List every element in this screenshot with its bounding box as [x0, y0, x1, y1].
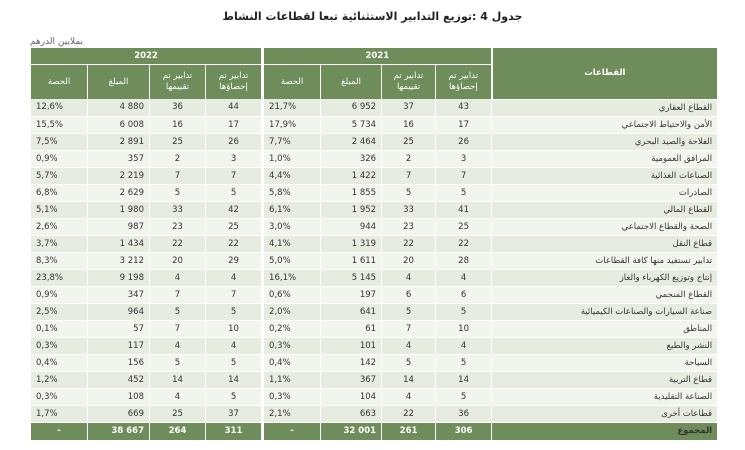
table-row	[31, 371, 718, 388]
table-row	[31, 167, 718, 184]
share-2022-cell: 7,5%	[31, 133, 88, 150]
table-row	[31, 405, 718, 422]
counted-2022-cell: 17	[206, 116, 263, 133]
sector-name-cell: المرافق العمومية	[492, 150, 718, 167]
sector-name-cell: تدابير تستفيد منها كافة القطاعات	[492, 252, 718, 269]
table-row	[31, 99, 718, 116]
amount-2022-cell: 347	[88, 286, 150, 303]
counted-2022-cell: 29	[206, 252, 263, 269]
counted-2022-cell: 14	[206, 371, 263, 388]
amount-2022-cell: 156	[88, 354, 150, 371]
assessed-2021-cell: 14	[382, 371, 436, 388]
share-2022-cell: 5,1%	[31, 201, 88, 218]
counted-2021-cell: 22	[436, 235, 492, 252]
assessed-2021-cell: 37	[382, 99, 436, 116]
table-body	[31, 99, 718, 422]
share-2022-cell: 15,5%	[31, 116, 88, 133]
total-counted-2021: 306	[436, 422, 492, 440]
year-2022-header: 2022	[31, 48, 263, 65]
counted-2021-cell: 28	[436, 252, 492, 269]
share-2021-cell: 16,1%	[263, 269, 321, 286]
assessed-2021-cell: 22	[382, 235, 436, 252]
share-2021-cell: 17,9%	[263, 116, 321, 133]
assessed-2022-cell: 5	[150, 354, 206, 371]
amount-2022-cell: 4 880	[88, 99, 150, 116]
share-2022-header: الحصة	[31, 65, 88, 100]
counted-2022-cell: 26	[206, 133, 263, 150]
total-amount-2021: 32 001	[321, 422, 382, 440]
assessed-2021-cell: 22	[382, 405, 436, 422]
sector-name-cell: الصناعة التقليدية	[492, 388, 718, 405]
counted-2022-cell: 44	[206, 99, 263, 116]
assessed-2022-cell: 7	[150, 286, 206, 303]
amount-2021-cell: 326	[321, 150, 382, 167]
sector-name-cell: القطاع المنجمي	[492, 286, 718, 303]
share-2022-cell: 0,9%	[31, 286, 88, 303]
amount-2021-cell: 6 952	[321, 99, 382, 116]
year-header-row	[31, 48, 718, 65]
counted-2021-cell: 36	[436, 405, 492, 422]
counted-2021-cell: 4	[436, 337, 492, 354]
year-2021-header: 2021	[263, 48, 492, 65]
counted-2021-cell: 5	[436, 388, 492, 405]
amount-2021-cell: 1 319	[321, 235, 382, 252]
assessed-2021-cell: 4	[382, 337, 436, 354]
counted-2022-cell: 7	[206, 167, 263, 184]
share-2021-cell: 0,2%	[263, 320, 321, 337]
counted-2021-cell: 41	[436, 201, 492, 218]
share-2021-cell: 7,7%	[263, 133, 321, 150]
assessed-2022-cell: 33	[150, 201, 206, 218]
counted-2022-cell: 5	[206, 184, 263, 201]
total-share-2022: -	[31, 422, 88, 440]
amount-2022-cell: 669	[88, 405, 150, 422]
share-2021-cell: 0,6%	[263, 286, 321, 303]
share-2022-cell: 0,3%	[31, 388, 88, 405]
share-2022-cell: 0,3%	[31, 337, 88, 354]
assessed-2021-cell: 20	[382, 252, 436, 269]
sector-name-cell: القطاع المالي	[492, 201, 718, 218]
total-share-2021: -	[263, 422, 321, 440]
counted-2022-cell: 37	[206, 405, 263, 422]
table-row	[31, 150, 718, 167]
share-2021-cell: 3,0%	[263, 218, 321, 235]
sector-name-cell: الصناعات الغذائية	[492, 167, 718, 184]
sector-name-cell: الفلاحة والصيد البحري	[492, 133, 718, 150]
table-row	[31, 184, 718, 201]
share-2021-cell: 4,1%	[263, 235, 321, 252]
share-2021-cell: 1,1%	[263, 371, 321, 388]
assessed-2022-cell: 4	[150, 388, 206, 405]
counted-2021-cell: 26	[436, 133, 492, 150]
sector-name-cell: قطاعات أخرى	[492, 405, 718, 422]
assessed-2021-cell: 5	[382, 184, 436, 201]
share-2021-header: الحصة	[263, 65, 321, 100]
amount-2022-cell: 6 008	[88, 116, 150, 133]
amount-2021-cell: 663	[321, 405, 382, 422]
table-row	[31, 252, 718, 269]
amount-2021-cell: 367	[321, 371, 382, 388]
share-2021-cell: 5,0%	[263, 252, 321, 269]
share-2022-cell: 0,4%	[31, 354, 88, 371]
assessed-2021-cell: 5	[382, 354, 436, 371]
counted-2021-cell: 4	[436, 269, 492, 286]
counted-2021-cell: 5	[436, 354, 492, 371]
measures-table	[30, 48, 718, 440]
amount-2022-cell: 108	[88, 388, 150, 405]
amount-2022-cell: 9 198	[88, 269, 150, 286]
amount-2021-cell: 104	[321, 388, 382, 405]
amount-2021-cell: 61	[321, 320, 382, 337]
amount-2022-cell: 2 629	[88, 184, 150, 201]
share-2021-cell: 6,1%	[263, 201, 321, 218]
share-2022-cell: 1,2%	[31, 371, 88, 388]
assessed-2022-cell: 23	[150, 218, 206, 235]
share-2022-cell: 5,7%	[31, 167, 88, 184]
amount-2022-cell: 452	[88, 371, 150, 388]
sector-name-cell: القطاع العقاري	[492, 99, 718, 116]
unit-label: بملايين الدرهم	[30, 37, 84, 47]
amount-2022-cell: 2 219	[88, 167, 150, 184]
amount-2021-cell: 944	[321, 218, 382, 235]
assessed-2021-cell: 6	[382, 286, 436, 303]
sector-name-cell: الصادرات	[492, 184, 718, 201]
sector-name-cell: قطاع التربية	[492, 371, 718, 388]
share-2022-cell: 3,7%	[31, 235, 88, 252]
counted-2021-cell: 3	[436, 150, 492, 167]
assessed-2022-cell: 25	[150, 405, 206, 422]
assessed-2021-cell: 4	[382, 269, 436, 286]
share-2021-cell: 1,0%	[263, 150, 321, 167]
assessed-2022-cell: 2	[150, 150, 206, 167]
amount-2022-cell: 964	[88, 303, 150, 320]
assessed-2021-cell: 2	[382, 150, 436, 167]
assessed-2022-cell: 22	[150, 235, 206, 252]
assessed-2022-cell: 14	[150, 371, 206, 388]
total-label: المجموع	[492, 422, 718, 440]
table-row	[31, 116, 718, 133]
share-2022-cell: 0,9%	[31, 150, 88, 167]
assessed-2022-cell: 20	[150, 252, 206, 269]
counted-2022-cell: 4	[206, 269, 263, 286]
counted-2022-cell: 4	[206, 337, 263, 354]
sector-name-cell: إنتاج وتوزيع الكهرباء والغاز	[492, 269, 718, 286]
share-2021-cell: 2,1%	[263, 405, 321, 422]
share-2022-cell: 2,5%	[31, 303, 88, 320]
amount-2022-cell: 987	[88, 218, 150, 235]
counted-2022-cell: 7	[206, 286, 263, 303]
clipped-heading-above	[0, 0, 745, 2]
assessed-2021-cell: 5	[382, 303, 436, 320]
sector-name-cell: النشر والطبع	[492, 337, 718, 354]
table-row	[31, 201, 718, 218]
assessed-2021-cell: 7	[382, 320, 436, 337]
counted-2021-cell: 10	[436, 320, 492, 337]
share-2022-cell: 2,6%	[31, 218, 88, 235]
amount-2021-cell: 197	[321, 286, 382, 303]
table-row	[31, 235, 718, 252]
counted-2022-cell: 10	[206, 320, 263, 337]
amount-2021-header: المبلغ	[321, 65, 382, 100]
amount-2022-cell: 1 980	[88, 201, 150, 218]
assessed-2022-cell: 7	[150, 167, 206, 184]
assessed-2021-cell: 33	[382, 201, 436, 218]
table-row	[31, 218, 718, 235]
sector-name-cell: المناطق	[492, 320, 718, 337]
amount-2021-cell: 5 145	[321, 269, 382, 286]
counted-2021-cell: 6	[436, 286, 492, 303]
counted-2022-cell: 25	[206, 218, 263, 235]
sector-name-cell: صناعة السيارات والصناعات الكيميائية	[492, 303, 718, 320]
amount-2022-cell: 117	[88, 337, 150, 354]
assessed-2021-header: تدابير تم تقييمها	[382, 65, 436, 100]
amount-2022-cell: 3 212	[88, 252, 150, 269]
counted-2022-cell: 5	[206, 354, 263, 371]
share-2021-cell: 0,4%	[263, 354, 321, 371]
amount-2021-cell: 1 422	[321, 167, 382, 184]
amount-2021-cell: 1 952	[321, 201, 382, 218]
assessed-2022-cell: 36	[150, 99, 206, 116]
counted-2021-cell: 43	[436, 99, 492, 116]
table-title: جدول 4 :توزيع التدابير الاستثنائية تبعا لقطاعات النشاط	[222, 10, 523, 23]
amount-2022-header: المبلغ	[88, 65, 150, 100]
amount-2021-cell: 5 734	[321, 116, 382, 133]
amount-2021-cell: 2 464	[321, 133, 382, 150]
share-2022-cell: 12,6%	[31, 99, 88, 116]
assessed-2022-cell: 5	[150, 303, 206, 320]
total-row	[31, 422, 718, 440]
assessed-2022-cell: 5	[150, 184, 206, 201]
counted-2021-cell: 5	[436, 184, 492, 201]
counted-2021-cell: 14	[436, 371, 492, 388]
total-amount-2022: 38 667	[88, 422, 150, 440]
table-row	[31, 354, 718, 371]
counted-2022-cell: 5	[206, 303, 263, 320]
counted-2022-cell: 42	[206, 201, 263, 218]
amount-2021-cell: 641	[321, 303, 382, 320]
amount-2022-cell: 1 434	[88, 235, 150, 252]
counted-2021-cell: 17	[436, 116, 492, 133]
total-assessed-2022: 264	[150, 422, 206, 440]
assessed-2022-cell: 4	[150, 269, 206, 286]
share-2022-cell: 23,8%	[31, 269, 88, 286]
amount-2021-cell: 1 611	[321, 252, 382, 269]
counted-2021-cell: 7	[436, 167, 492, 184]
table-row	[31, 388, 718, 405]
share-2022-cell: 6,8%	[31, 184, 88, 201]
counted-2022-cell: 22	[206, 235, 263, 252]
table-row	[31, 303, 718, 320]
sector-name-cell: الأمن والاحتياط الاجتماعي	[492, 116, 718, 133]
share-2021-cell: 0,3%	[263, 337, 321, 354]
assessed-2021-cell: 4	[382, 388, 436, 405]
counted-2021-header: تدابير تم إحصاؤها	[436, 65, 492, 100]
total-counted-2022: 311	[206, 422, 263, 440]
amount-2021-cell: 142	[321, 354, 382, 371]
assessed-2022-cell: 4	[150, 337, 206, 354]
counted-2022-header: تدابير تم إحصاؤها	[206, 65, 263, 100]
assessed-2021-cell: 23	[382, 218, 436, 235]
sector-name-cell: الصحة والقطاع الاجتماعي	[492, 218, 718, 235]
amount-2022-cell: 57	[88, 320, 150, 337]
table-row	[31, 320, 718, 337]
assessed-2021-cell: 16	[382, 116, 436, 133]
counted-2021-cell: 5	[436, 303, 492, 320]
sector-column-header: القطاعات	[492, 48, 718, 99]
share-2021-cell: 4,4%	[263, 167, 321, 184]
table-row	[31, 286, 718, 303]
assessed-2022-cell: 16	[150, 116, 206, 133]
share-2021-cell: 5,8%	[263, 184, 321, 201]
amount-2021-cell: 101	[321, 337, 382, 354]
counted-2021-cell: 25	[436, 218, 492, 235]
counted-2022-cell: 3	[206, 150, 263, 167]
share-2022-cell: 8,3%	[31, 252, 88, 269]
assessed-2021-cell: 25	[382, 133, 436, 150]
counted-2022-cell: 5	[206, 388, 263, 405]
amount-2022-cell: 2 891	[88, 133, 150, 150]
table-row	[31, 337, 718, 354]
amount-2022-cell: 357	[88, 150, 150, 167]
share-2021-cell: 0,3%	[263, 388, 321, 405]
share-2021-cell: 2,0%	[263, 303, 321, 320]
assessed-2022-header: تدابير تم تقييمها	[150, 65, 206, 100]
table-row	[31, 133, 718, 150]
table-row	[31, 269, 718, 286]
total-assessed-2021: 261	[382, 422, 436, 440]
assessed-2022-cell: 7	[150, 320, 206, 337]
sector-name-cell: قطاع النقل	[492, 235, 718, 252]
share-2021-cell: 21,7%	[263, 99, 321, 116]
share-2022-cell: 0,1%	[31, 320, 88, 337]
share-2022-cell: 1,7%	[31, 405, 88, 422]
assessed-2022-cell: 25	[150, 133, 206, 150]
amount-2021-cell: 1 855	[321, 184, 382, 201]
assessed-2021-cell: 7	[382, 167, 436, 184]
sector-name-cell: السياحة	[492, 354, 718, 371]
